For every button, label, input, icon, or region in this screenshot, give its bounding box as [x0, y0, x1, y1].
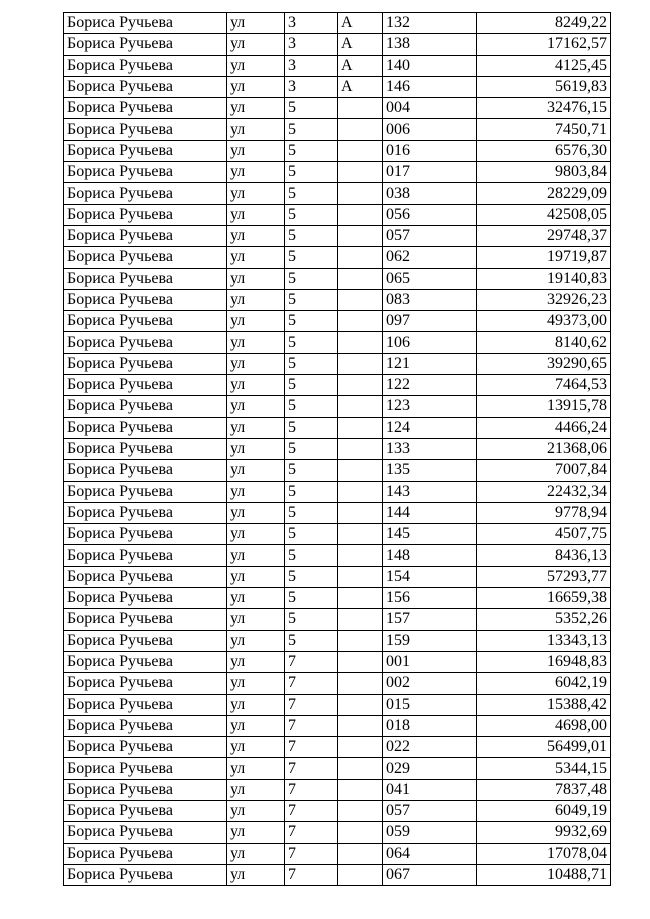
table-row [64, 55, 611, 76]
street-type-cell: ул [227, 396, 285, 417]
house-number-cell: 3 [285, 34, 338, 55]
street-type-cell: ул [227, 822, 285, 843]
table-row [64, 417, 611, 438]
street-cell: Бориса Ручьева [64, 332, 227, 353]
street-type-cell: ул [227, 289, 285, 310]
house-number-cell: 5 [285, 630, 338, 651]
street-type-cell: ул [227, 375, 285, 396]
table-row [64, 524, 611, 545]
house-number-cell: 5 [285, 417, 338, 438]
table-row [64, 609, 611, 630]
amount-cell: 17162,57 [477, 34, 611, 55]
amount-cell: 32476,15 [477, 98, 611, 119]
street-cell: Бориса Ручьева [64, 140, 227, 161]
table-row [64, 758, 611, 779]
house-letter-cell [338, 247, 383, 268]
house-number-cell: 7 [285, 864, 338, 885]
street-type-cell: ул [227, 417, 285, 438]
apartment-number-cell: 083 [383, 289, 477, 310]
street-cell: Бориса Ручьева [64, 524, 227, 545]
house-letter-cell [338, 204, 383, 225]
house-number-cell: 7 [285, 715, 338, 736]
table-row [64, 289, 611, 310]
amount-cell: 28229,09 [477, 183, 611, 204]
street-type-cell: ул [227, 460, 285, 481]
street-cell: Бориса Ручьева [64, 545, 227, 566]
house-number-cell: 5 [285, 438, 338, 459]
house-number-cell: 7 [285, 779, 338, 800]
table-row [64, 438, 611, 459]
house-number-cell: 5 [285, 268, 338, 289]
house-number-cell: 5 [285, 609, 338, 630]
apartment-number-cell: 156 [383, 588, 477, 609]
street-type-cell: ул [227, 98, 285, 119]
apartment-number-cell: 015 [383, 694, 477, 715]
house-number-cell: 5 [285, 140, 338, 161]
street-cell: Бориса Ручьева [64, 183, 227, 204]
street-cell: Бориса Ручьева [64, 822, 227, 843]
street-type-cell: ул [227, 609, 285, 630]
street-type-cell: ул [227, 225, 285, 246]
table-row [64, 140, 611, 161]
street-type-cell: ул [227, 673, 285, 694]
apartment-number-cell: 124 [383, 417, 477, 438]
amount-cell: 7007,84 [477, 460, 611, 481]
house-number-cell: 5 [285, 98, 338, 119]
table-row [64, 694, 611, 715]
amount-cell: 7450,71 [477, 119, 611, 140]
street-cell: Бориса Ручьева [64, 119, 227, 140]
house-letter-cell [338, 758, 383, 779]
amount-cell: 57293,77 [477, 566, 611, 587]
street-cell: Бориса Ручьева [64, 715, 227, 736]
house-letter-cell [338, 822, 383, 843]
table-row [64, 822, 611, 843]
table-row [64, 225, 611, 246]
street-type-cell: ул [227, 76, 285, 97]
street-type-cell: ул [227, 694, 285, 715]
street-cell: Бориса Ручьева [64, 651, 227, 672]
house-letter-cell [338, 289, 383, 310]
table-row [64, 76, 611, 97]
house-letter-cell [338, 119, 383, 140]
amount-cell: 19719,87 [477, 247, 611, 268]
apartment-number-cell: 041 [383, 779, 477, 800]
table-row [64, 737, 611, 758]
street-type-cell: ул [227, 438, 285, 459]
table-row [64, 481, 611, 502]
street-cell: Бориса Ручьева [64, 737, 227, 758]
amount-cell: 5344,15 [477, 758, 611, 779]
house-number-cell: 5 [285, 588, 338, 609]
amount-cell: 42508,05 [477, 204, 611, 225]
amount-cell: 9778,94 [477, 502, 611, 523]
table-row [64, 651, 611, 672]
table-row [64, 864, 611, 885]
apartment-number-cell: 157 [383, 609, 477, 630]
apartment-number-cell: 001 [383, 651, 477, 672]
street-type-cell: ул [227, 737, 285, 758]
apartment-number-cell: 022 [383, 737, 477, 758]
apartment-number-cell: 145 [383, 524, 477, 545]
street-cell: Бориса Ручьева [64, 609, 227, 630]
amount-cell: 4507,75 [477, 524, 611, 545]
amount-cell: 13343,13 [477, 630, 611, 651]
amount-cell: 39290,65 [477, 353, 611, 374]
house-letter-cell [338, 715, 383, 736]
house-letter-cell [338, 417, 383, 438]
amount-cell: 6049,19 [477, 800, 611, 821]
table-row [64, 98, 611, 119]
street-cell: Бориса Ручьева [64, 843, 227, 864]
house-number-cell: 5 [285, 225, 338, 246]
house-number-cell: 7 [285, 843, 338, 864]
apartment-number-cell: 148 [383, 545, 477, 566]
table-row [64, 183, 611, 204]
street-type-cell: ул [227, 55, 285, 76]
street-type-cell: ул [227, 779, 285, 800]
table-row [64, 311, 611, 332]
apartment-number-cell: 138 [383, 34, 477, 55]
amount-cell: 10488,71 [477, 864, 611, 885]
apartment-number-cell: 056 [383, 204, 477, 225]
table-row [64, 375, 611, 396]
street-cell: Бориса Ручьева [64, 502, 227, 523]
house-letter-cell [338, 609, 383, 630]
table-row [64, 204, 611, 225]
house-number-cell: 5 [285, 353, 338, 374]
house-letter-cell [338, 438, 383, 459]
table-row [64, 396, 611, 417]
street-cell: Бориса Ручьева [64, 396, 227, 417]
apartment-number-cell: 121 [383, 353, 477, 374]
house-number-cell: 7 [285, 758, 338, 779]
apartment-number-cell: 132 [383, 13, 477, 34]
house-number-cell: 5 [285, 524, 338, 545]
street-cell: Бориса Ручьева [64, 204, 227, 225]
house-letter-cell [338, 268, 383, 289]
street-type-cell: ул [227, 502, 285, 523]
apartment-number-cell: 065 [383, 268, 477, 289]
amount-cell: 32926,23 [477, 289, 611, 310]
street-cell: Бориса Ручьева [64, 311, 227, 332]
amount-cell: 13915,78 [477, 396, 611, 417]
street-type-cell: ул [227, 13, 285, 34]
table-row [64, 353, 611, 374]
street-cell: Бориса Ручьева [64, 375, 227, 396]
house-number-cell: 5 [285, 545, 338, 566]
street-cell: Бориса Ручьева [64, 268, 227, 289]
street-cell: Бориса Ручьева [64, 758, 227, 779]
house-letter-cell [338, 630, 383, 651]
amount-cell: 22432,34 [477, 481, 611, 502]
street-cell: Бориса Ручьева [64, 673, 227, 694]
street-cell: Бориса Ручьева [64, 76, 227, 97]
house-number-cell: 5 [285, 119, 338, 140]
house-number-cell: 5 [285, 396, 338, 417]
house-number-cell: 7 [285, 694, 338, 715]
amount-cell: 56499,01 [477, 737, 611, 758]
street-cell: Бориса Ручьева [64, 481, 227, 502]
apartment-number-cell: 067 [383, 864, 477, 885]
table-row [64, 13, 611, 34]
house-number-cell: 5 [285, 460, 338, 481]
house-letter-cell [338, 502, 383, 523]
amount-cell: 7464,53 [477, 375, 611, 396]
street-cell: Бориса Ручьева [64, 55, 227, 76]
table-row [64, 673, 611, 694]
apartment-number-cell: 133 [383, 438, 477, 459]
house-letter-cell [338, 183, 383, 204]
house-number-cell: 5 [285, 162, 338, 183]
street-cell: Бориса Ручьева [64, 694, 227, 715]
amount-cell: 4125,45 [477, 55, 611, 76]
house-number-cell: 5 [285, 289, 338, 310]
street-type-cell: ул [227, 843, 285, 864]
house-letter-cell [338, 98, 383, 119]
table-row [64, 843, 611, 864]
house-number-cell: 5 [285, 183, 338, 204]
table-row [64, 247, 611, 268]
amount-cell: 8249,22 [477, 13, 611, 34]
street-cell: Бориса Ручьева [64, 800, 227, 821]
street-cell: Бориса Ручьева [64, 779, 227, 800]
amount-cell: 4698,00 [477, 715, 611, 736]
amount-cell: 29748,37 [477, 225, 611, 246]
house-number-cell: 5 [285, 481, 338, 502]
amount-cell: 9803,84 [477, 162, 611, 183]
table-row [64, 630, 611, 651]
apartment-number-cell: 144 [383, 502, 477, 523]
house-letter-cell [338, 588, 383, 609]
amount-cell: 7837,48 [477, 779, 611, 800]
house-number-cell: 7 [285, 800, 338, 821]
house-number-cell: 3 [285, 13, 338, 34]
street-cell: Бориса Ручьева [64, 566, 227, 587]
house-letter-cell [338, 673, 383, 694]
street-type-cell: ул [227, 140, 285, 161]
house-letter-cell [338, 353, 383, 374]
street-type-cell: ул [227, 183, 285, 204]
street-type-cell: ул [227, 353, 285, 374]
apartment-number-cell: 064 [383, 843, 477, 864]
house-number-cell: 5 [285, 311, 338, 332]
house-number-cell: 5 [285, 502, 338, 523]
table-row [64, 162, 611, 183]
street-type-cell: ул [227, 524, 285, 545]
apartment-number-cell: 016 [383, 140, 477, 161]
house-letter-cell [338, 779, 383, 800]
street-type-cell: ул [227, 34, 285, 55]
amount-cell: 8140,62 [477, 332, 611, 353]
house-letter-cell [338, 311, 383, 332]
amount-cell: 5619,83 [477, 76, 611, 97]
house-letter-cell [338, 737, 383, 758]
street-cell: Бориса Ручьева [64, 34, 227, 55]
street-type-cell: ул [227, 630, 285, 651]
house-letter-cell [338, 225, 383, 246]
house-letter-cell: А [338, 55, 383, 76]
amount-cell: 15388,42 [477, 694, 611, 715]
table-row [64, 119, 611, 140]
house-letter-cell [338, 651, 383, 672]
apartment-number-cell: 029 [383, 758, 477, 779]
street-cell: Бориса Ручьева [64, 438, 227, 459]
house-letter-cell [338, 524, 383, 545]
street-type-cell: ул [227, 311, 285, 332]
table-row [64, 460, 611, 481]
street-type-cell: ул [227, 268, 285, 289]
street-cell: Бориса Ручьева [64, 588, 227, 609]
apartment-number-cell: 146 [383, 76, 477, 97]
house-number-cell: 7 [285, 673, 338, 694]
apartment-number-cell: 123 [383, 396, 477, 417]
apartment-number-cell: 106 [383, 332, 477, 353]
street-cell: Бориса Ручьева [64, 162, 227, 183]
table-row [64, 502, 611, 523]
street-type-cell: ул [227, 864, 285, 885]
street-type-cell: ул [227, 204, 285, 225]
house-number-cell: 7 [285, 737, 338, 758]
house-letter-cell [338, 566, 383, 587]
street-cell: Бориса Ручьева [64, 460, 227, 481]
street-type-cell: ул [227, 332, 285, 353]
street-cell: Бориса Ручьева [64, 630, 227, 651]
street-type-cell: ул [227, 545, 285, 566]
street-cell: Бориса Ручьева [64, 247, 227, 268]
street-type-cell: ул [227, 588, 285, 609]
apartment-number-cell: 143 [383, 481, 477, 502]
apartment-number-cell: 057 [383, 225, 477, 246]
street-type-cell: ул [227, 651, 285, 672]
amount-cell: 9932,69 [477, 822, 611, 843]
street-type-cell: ул [227, 758, 285, 779]
house-number-cell: 5 [285, 204, 338, 225]
street-type-cell: ул [227, 162, 285, 183]
apartment-number-cell: 062 [383, 247, 477, 268]
table-body [64, 13, 611, 886]
house-letter-cell: А [338, 13, 383, 34]
house-letter-cell [338, 800, 383, 821]
amount-cell: 8436,13 [477, 545, 611, 566]
debt-table [63, 12, 611, 886]
house-letter-cell [338, 545, 383, 566]
street-cell: Бориса Ручьева [64, 864, 227, 885]
house-letter-cell [338, 396, 383, 417]
house-letter-cell [338, 694, 383, 715]
amount-cell: 21368,06 [477, 438, 611, 459]
amount-cell: 4466,24 [477, 417, 611, 438]
house-letter-cell [338, 843, 383, 864]
table-row [64, 715, 611, 736]
apartment-number-cell: 135 [383, 460, 477, 481]
street-type-cell: ул [227, 481, 285, 502]
street-cell: Бориса Ручьева [64, 353, 227, 374]
amount-cell: 17078,04 [477, 843, 611, 864]
table-row [64, 268, 611, 289]
house-letter-cell: А [338, 76, 383, 97]
table-row [64, 332, 611, 353]
house-number-cell: 5 [285, 332, 338, 353]
house-number-cell: 5 [285, 375, 338, 396]
table-row [64, 588, 611, 609]
street-cell: Бориса Ручьева [64, 13, 227, 34]
table-row [64, 779, 611, 800]
house-letter-cell [338, 460, 383, 481]
street-cell: Бориса Ручьева [64, 225, 227, 246]
house-letter-cell [338, 140, 383, 161]
apartment-number-cell: 140 [383, 55, 477, 76]
house-letter-cell [338, 332, 383, 353]
apartment-number-cell: 122 [383, 375, 477, 396]
apartment-number-cell: 004 [383, 98, 477, 119]
house-letter-cell [338, 375, 383, 396]
house-number-cell: 3 [285, 55, 338, 76]
house-letter-cell [338, 864, 383, 885]
apartment-number-cell: 006 [383, 119, 477, 140]
apartment-number-cell: 057 [383, 800, 477, 821]
table-row [64, 545, 611, 566]
house-letter-cell [338, 162, 383, 183]
amount-cell: 19140,83 [477, 268, 611, 289]
street-type-cell: ул [227, 800, 285, 821]
amount-cell: 6576,30 [477, 140, 611, 161]
table-row [64, 800, 611, 821]
amount-cell: 5352,26 [477, 609, 611, 630]
apartment-number-cell: 059 [383, 822, 477, 843]
apartment-number-cell: 097 [383, 311, 477, 332]
apartment-number-cell: 038 [383, 183, 477, 204]
apartment-number-cell: 154 [383, 566, 477, 587]
apartment-number-cell: 018 [383, 715, 477, 736]
street-cell: Бориса Ручьева [64, 417, 227, 438]
house-letter-cell: А [338, 34, 383, 55]
street-cell: Бориса Ручьева [64, 98, 227, 119]
house-number-cell: 7 [285, 822, 338, 843]
house-number-cell: 5 [285, 566, 338, 587]
street-type-cell: ул [227, 715, 285, 736]
street-type-cell: ул [227, 247, 285, 268]
house-letter-cell [338, 481, 383, 502]
street-type-cell: ул [227, 566, 285, 587]
table-row [64, 566, 611, 587]
apartment-number-cell: 002 [383, 673, 477, 694]
amount-cell: 16659,38 [477, 588, 611, 609]
apartment-number-cell: 159 [383, 630, 477, 651]
house-number-cell: 3 [285, 76, 338, 97]
amount-cell: 6042,19 [477, 673, 611, 694]
apartment-number-cell: 017 [383, 162, 477, 183]
house-number-cell: 7 [285, 651, 338, 672]
street-type-cell: ул [227, 119, 285, 140]
table-row [64, 34, 611, 55]
amount-cell: 49373,00 [477, 311, 611, 332]
amount-cell: 16948,83 [477, 651, 611, 672]
house-number-cell: 5 [285, 247, 338, 268]
street-cell: Бориса Ручьева [64, 289, 227, 310]
